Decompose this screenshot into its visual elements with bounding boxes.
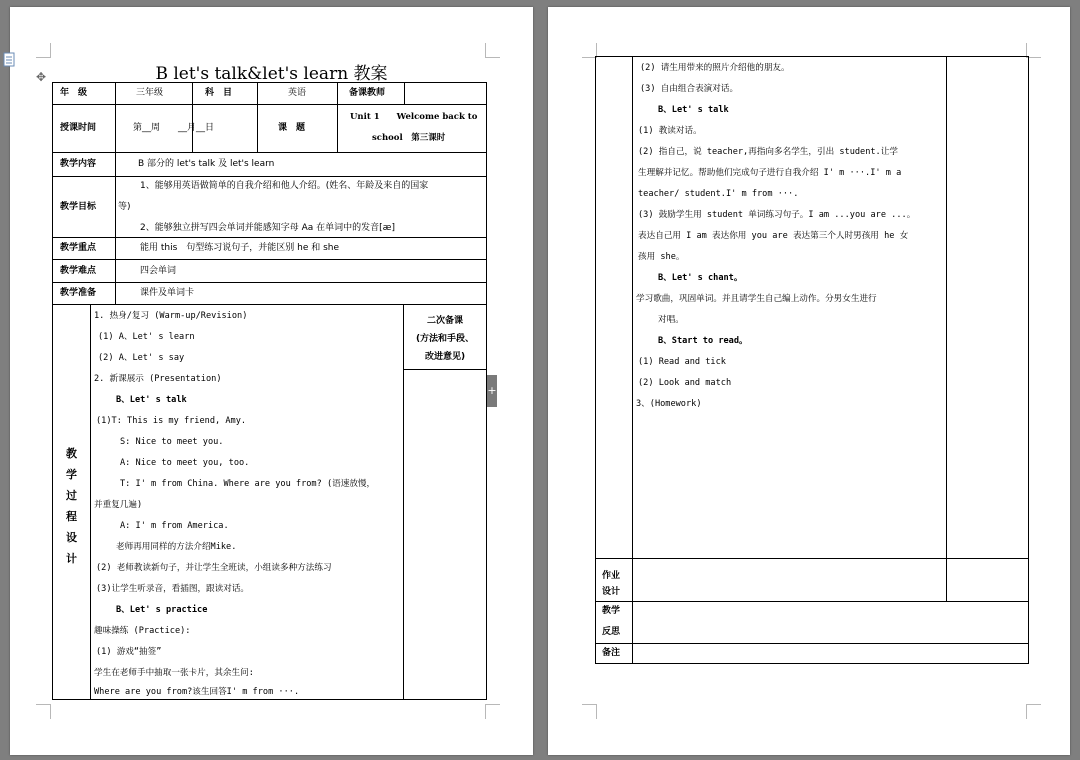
reflection-label: 反思	[602, 627, 621, 637]
remarks-label: 备注	[602, 648, 621, 658]
second-prep-sub: 改进意见)	[424, 352, 466, 362]
subject-label: 科 目	[205, 88, 233, 98]
homework-label: 设计	[602, 587, 621, 597]
difficulty-label: 教学难点	[60, 266, 97, 276]
process-line: 学生在老师手中抽取一张卡片，其余生问:	[94, 668, 254, 678]
process-char: 教	[66, 447, 77, 460]
process-line: (1)T: This is my friend, Amy.	[96, 416, 247, 426]
process-line: (2) 请生用带来的照片介绍他的朋友。	[640, 63, 790, 73]
topic-line-1: Unit 1 Welcome back to	[350, 112, 478, 122]
homework-label: 作业	[602, 571, 621, 581]
process-line: T: I' m from China. Where are you from? (语速放慢，	[120, 479, 376, 489]
process-line: A: I' m from America.	[120, 521, 229, 531]
subject-value: 英语	[288, 88, 307, 98]
document-icon[interactable]	[3, 52, 17, 68]
difficulty-value: 四会单词	[140, 266, 177, 276]
process-line: 孩用 she。	[638, 252, 685, 262]
process-line: B、Let' s chant。	[658, 273, 743, 283]
goal-1b: 等)	[118, 202, 131, 212]
process-char: 程	[66, 510, 77, 523]
process-line: B、Let' s talk	[658, 105, 729, 115]
process-line: Where are you from?该生回答I' m from ···.	[94, 687, 300, 697]
document-page-1	[10, 7, 533, 755]
panel-handle-icon[interactable]: +	[487, 375, 497, 407]
process-line: 表达自己用 I am 表达你用 you are 表达第三个人时男孩用 he 女	[638, 231, 909, 241]
table-move-icon[interactable]: ✥	[36, 70, 47, 84]
process-line: 对唱。	[658, 315, 684, 325]
process-line: (1) 游戏“抽签”	[96, 647, 162, 657]
topic-line-2: school 第三课时	[372, 133, 446, 143]
grade-value: 三年级	[136, 88, 164, 98]
topic-label: 课 题	[278, 123, 306, 133]
process-line: 2. 新课展示 (Presentation)	[94, 374, 222, 384]
process-line: 3、(Homework)	[636, 399, 702, 409]
process-line: (2) 老师教读新句子，并让学生全班读，小组读多种方法练习	[96, 563, 332, 573]
second-prep-sub: (方法和手段、	[415, 334, 475, 344]
document-page-2	[548, 7, 1070, 755]
process-line: 并重复几遍)	[94, 500, 143, 510]
time-label: 授课时间	[60, 123, 97, 133]
key-value: 能用 this 句型练习说句子，并能区别 he 和 she	[140, 243, 340, 253]
time-value: 第__周 __月__日	[133, 123, 215, 133]
process-char: 过	[66, 489, 77, 502]
process-char: 学	[66, 468, 77, 481]
process-char: 计	[66, 552, 77, 565]
process-line: B、Start to read。	[658, 336, 748, 346]
grade-label: 年 级	[60, 88, 88, 98]
second-prep-heading: 二次备课	[426, 316, 463, 326]
process-line: B、Let' s practice	[116, 605, 208, 615]
teacher-label: 备课教师	[349, 88, 386, 98]
process-line: (2) 指自己，说 teacher,再指向多名学生，引出 student.让学	[638, 147, 898, 157]
process-line: 生理解并记忆。帮助他们完成句子进行自我介绍 I' m ···.I' m a	[638, 168, 902, 178]
process-line: (3) 自由组合表演对话。	[640, 84, 739, 94]
process-line: (2) A、Let' s say	[98, 353, 185, 363]
process-line: S: Nice to meet you.	[120, 437, 224, 447]
process-line: (3) 鼓励学生用 student 单词练习句子。I am ...you are ...。	[638, 210, 916, 220]
process-line: 趣味操练 (Practice):	[94, 626, 191, 636]
process-line: 学习歌曲，巩固单词。并且请学生自己编上动作。分男女生进行	[636, 294, 877, 304]
process-line: (1) Read and tick	[638, 357, 726, 367]
process-line: 老师再用同样的方法介绍Mike.	[116, 542, 237, 552]
content-value: B 部分的 let's talk 及 let's learn	[138, 159, 275, 169]
page-title: B let's talk&let's learn 教案	[155, 64, 388, 84]
key-label: 教学重点	[60, 243, 97, 253]
goal-2: 2、能够独立拼写四会单词并能感知字母 Aa 在单词中的发音[æ]	[140, 223, 395, 233]
prep-value: 课件及单词卡	[140, 288, 195, 298]
process-line: (1) A、Let' s learn	[98, 332, 195, 342]
process-line: (2) Look and match	[638, 378, 732, 388]
process-line: teacher/ student.I' m from ···.	[638, 189, 799, 199]
process-char: 设	[66, 531, 77, 544]
process-line: (3)让学生听录音，看插图，跟读对话。	[96, 584, 250, 594]
process-line: A: Nice to meet you, too.	[120, 458, 250, 468]
content-label: 教学内容	[60, 159, 97, 169]
reflection-label: 教学	[602, 606, 621, 616]
goal-1a: 1、能够用英语做简单的自我介绍和他人介绍。(姓名、年龄及来自的国家	[140, 181, 429, 191]
goal-label: 教学目标	[60, 202, 97, 212]
process-line: 1. 热身/复习 (Warm-up/Revision)	[94, 311, 248, 321]
prep-label: 教学准备	[60, 288, 97, 298]
lesson-table-grid-continued	[548, 7, 1070, 755]
process-line: B、Let' s talk	[116, 395, 187, 405]
process-line: (1) 教读对话。	[638, 126, 702, 136]
